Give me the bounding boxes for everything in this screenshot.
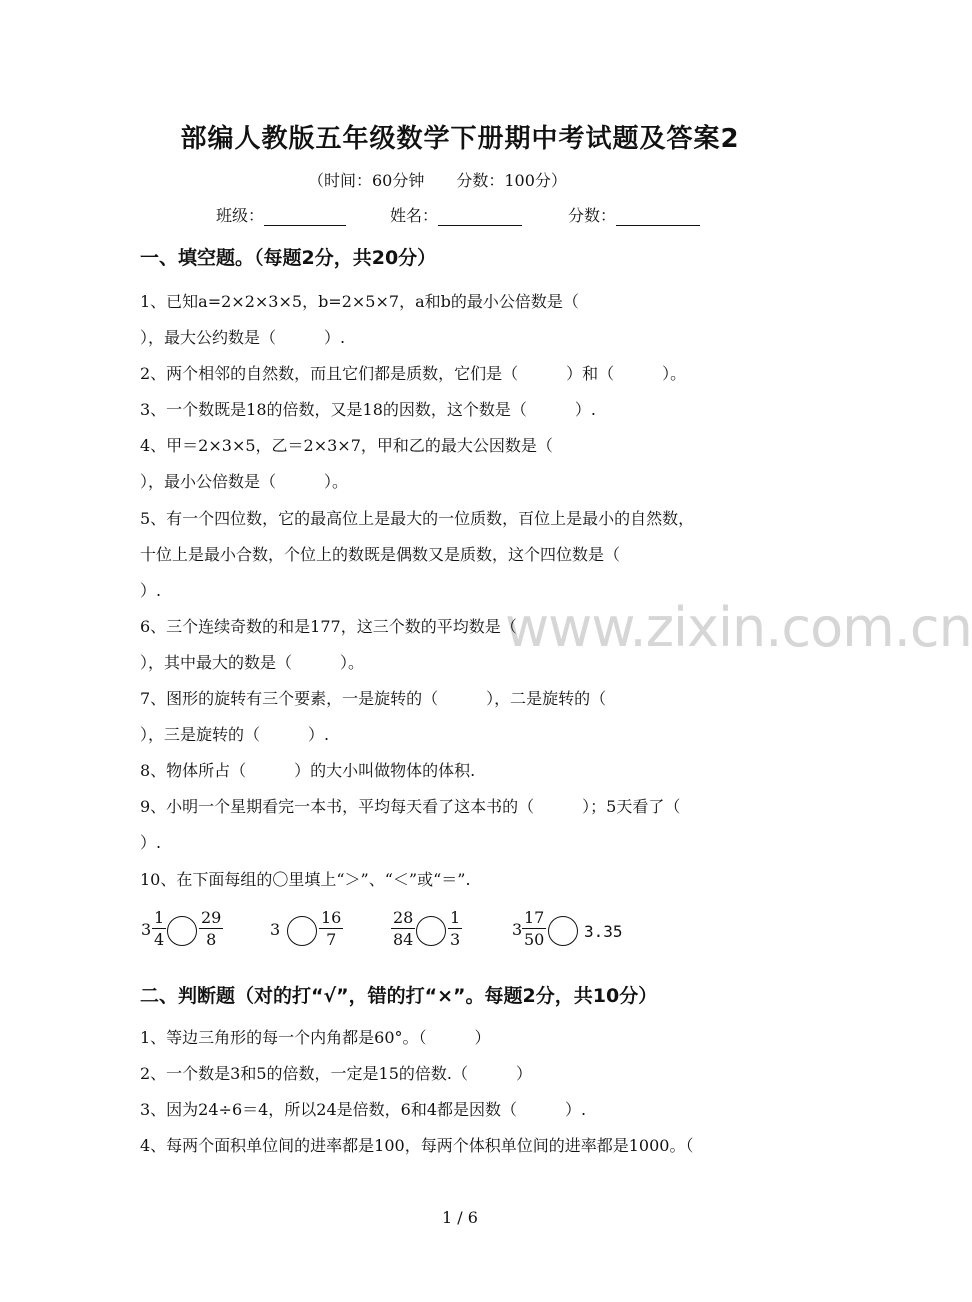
score-blank[interactable]	[616, 207, 700, 226]
name-blank[interactable]	[438, 207, 522, 226]
question-line: 7、图形的旋转有三个要素，一是旋转的（ ），二是旋转的（	[140, 689, 607, 708]
question-line: 4、每两个面积单位间的进率都是100，每两个体积单位间的进率都是1000。（	[140, 1136, 694, 1155]
denominator: 8	[206, 930, 217, 949]
denominator: 50	[524, 930, 545, 949]
watermark: www.zixin.com.cn	[505, 596, 972, 659]
question-line: 2、两个相邻的自然数，而且它们都是质数，它们是（ ）和（ ）。	[140, 364, 687, 383]
denominator: 4	[154, 930, 165, 949]
question-line: ）.	[140, 833, 162, 852]
question-line: 4、甲＝2×3×5，乙＝2×3×7，甲和乙的最大公因数是（	[140, 436, 553, 455]
question-line: 8、物体所占（ ）的大小叫做物体的体积.	[140, 761, 476, 780]
compare-circle[interactable]	[416, 916, 446, 946]
decimal-number: 3.35	[584, 922, 623, 941]
score-label: 分数：	[568, 206, 617, 225]
mixed-whole: 3	[512, 920, 523, 939]
numerator: 17	[524, 908, 545, 927]
compare-circle[interactable]	[287, 916, 317, 946]
question-line: 10、在下面每组的〇里填上“＞”、“＜”或“＝”.	[140, 870, 471, 889]
score-field	[568, 203, 700, 226]
question-line: 2、一个数是3和5的倍数，一定是15的倍数.（ ）	[140, 1064, 532, 1083]
question-line: ），其中最大的数是（ ）。	[140, 653, 365, 672]
question-line: 1、已知a=2×2×3×5，b=2×5×7，a和b的最小公倍数是（	[140, 292, 579, 311]
question-line: 5、有一个四位数，它的最高位上是最大的一位质数，百位上是最小的自然数，	[140, 509, 695, 528]
name-field	[390, 203, 522, 226]
question-line: 十位上是最小合数，个位上的数既是偶数又是质数，这个四位数是（	[140, 545, 621, 564]
numerator: 29	[201, 908, 222, 927]
numerator: 16	[321, 908, 342, 927]
name-label: 姓名：	[390, 206, 439, 225]
section2-heading: 二、判断题（对的打“√”，错的打“×”。每题2分，共10分）	[140, 985, 658, 1007]
question-line: 3、一个数既是18的倍数，又是18的因数，这个数是（ ）.	[140, 400, 596, 419]
fraction	[448, 908, 462, 951]
question-line: ），最大公约数是（ ）.	[140, 328, 346, 347]
page-title: 部编人教版五年级数学下册期中考试题及答案2	[180, 124, 740, 154]
class-blank[interactable]	[264, 207, 346, 226]
question-line: ），最小公倍数是（ ）。	[140, 472, 349, 491]
question-line: ），三是旋转的（ ）.	[140, 725, 330, 744]
question-line: 1、等边三角形的每一个内角都是60°。（ ）	[140, 1028, 491, 1047]
section1-heading: 一、填空题。（每题2分，共20分）	[140, 247, 437, 269]
whole-number: 3	[270, 920, 281, 939]
mixed-whole: 3	[141, 920, 152, 939]
fraction	[152, 908, 166, 951]
numerator: 28	[393, 908, 414, 927]
denominator: 84	[393, 930, 414, 949]
compare-circle[interactable]	[548, 916, 578, 946]
question-line: 9、小明一个星期看完一本书，平均每天看了这本书的（ ）；5天看了（	[140, 797, 681, 816]
fraction	[522, 908, 546, 951]
page-number: 1 / 6	[442, 1208, 478, 1227]
numerator: 1	[450, 908, 461, 927]
numerator: 1	[154, 908, 165, 927]
denominator: 3	[450, 930, 461, 949]
question-line: ）.	[140, 581, 162, 600]
denominator: 7	[326, 930, 337, 949]
question-line: 6、三个连续奇数的和是177，这三个数的平均数是（	[140, 617, 517, 636]
compare-circle[interactable]	[167, 916, 197, 946]
fraction	[319, 908, 343, 951]
fraction	[391, 908, 415, 951]
class-label: 班级：	[216, 206, 265, 225]
question-line: 3、因为24÷6＝4，所以24是倍数，6和4都是因数（ ）.	[140, 1100, 587, 1119]
exam-time-score: （时间：60分钟 分数：100分）	[308, 171, 567, 190]
fraction	[199, 908, 223, 951]
class-field	[216, 203, 346, 226]
